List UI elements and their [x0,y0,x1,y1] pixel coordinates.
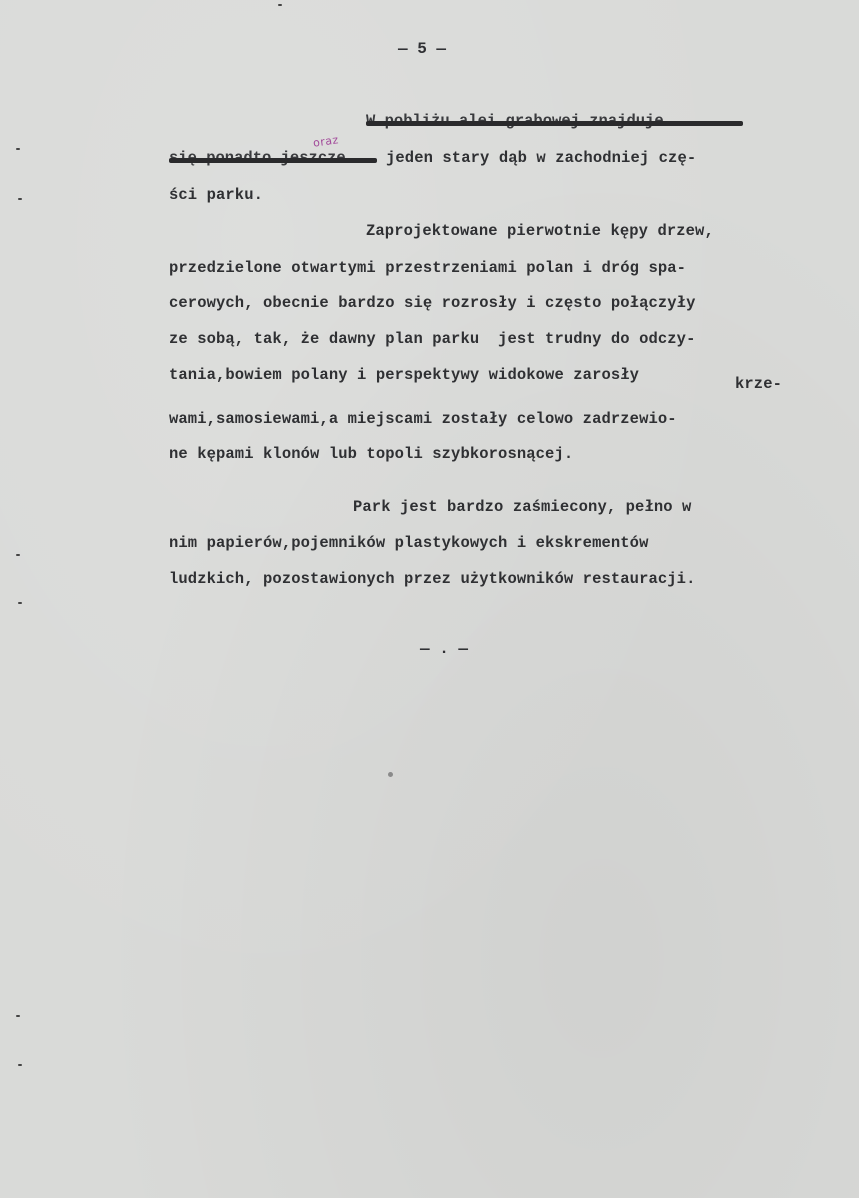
margin-mark [16,554,20,556]
body-line: nim papierów,pojemników plastykowych i ekskrementów [169,534,649,552]
body-line: jeden stary dąb w zachodniej czę- [386,149,697,167]
margin-mark [18,602,22,604]
body-line: tania,bowiem polany i perspektywy widokowe zarosły [169,366,640,384]
margin-mark [18,198,22,200]
strikethrough-mark [169,158,377,163]
margin-mark [18,1064,22,1066]
body-line: ne kępami klonów lub topoli szybkorosnącej. [169,445,574,463]
body-line: ludzkich, pozostawionych przez użytkowników restauracji. [169,570,696,588]
body-line: Park jest bardzo zaśmiecony, pełno w [353,498,692,516]
margin-mark [16,1015,20,1017]
body-line: ze sobą, tak, że dawny plan parku jest trudny do odczy- [169,330,696,348]
body-line: cerowych, obecnie bardzo się rozrosły i często połączyły [169,294,696,312]
end-mark: — . — [420,640,469,658]
body-line: przedzielone otwartymi przestrzeniami polan i dróg spa- [169,259,687,277]
body-line: wami,samosiewami,a miejscami zostały celowo zadrzewio- [169,410,677,428]
margin-mark [16,148,20,150]
handwritten-note: oraz [312,133,340,150]
body-line: krze- [735,375,783,393]
strikethrough-mark [366,121,743,126]
margin-mark [278,4,282,6]
body-line: Zaprojektowane pierwotnie kępy drzew, [366,222,714,240]
body-line: ści parku. [169,186,264,204]
paper-spot [388,772,393,777]
page-number: — 5 — [398,40,447,58]
